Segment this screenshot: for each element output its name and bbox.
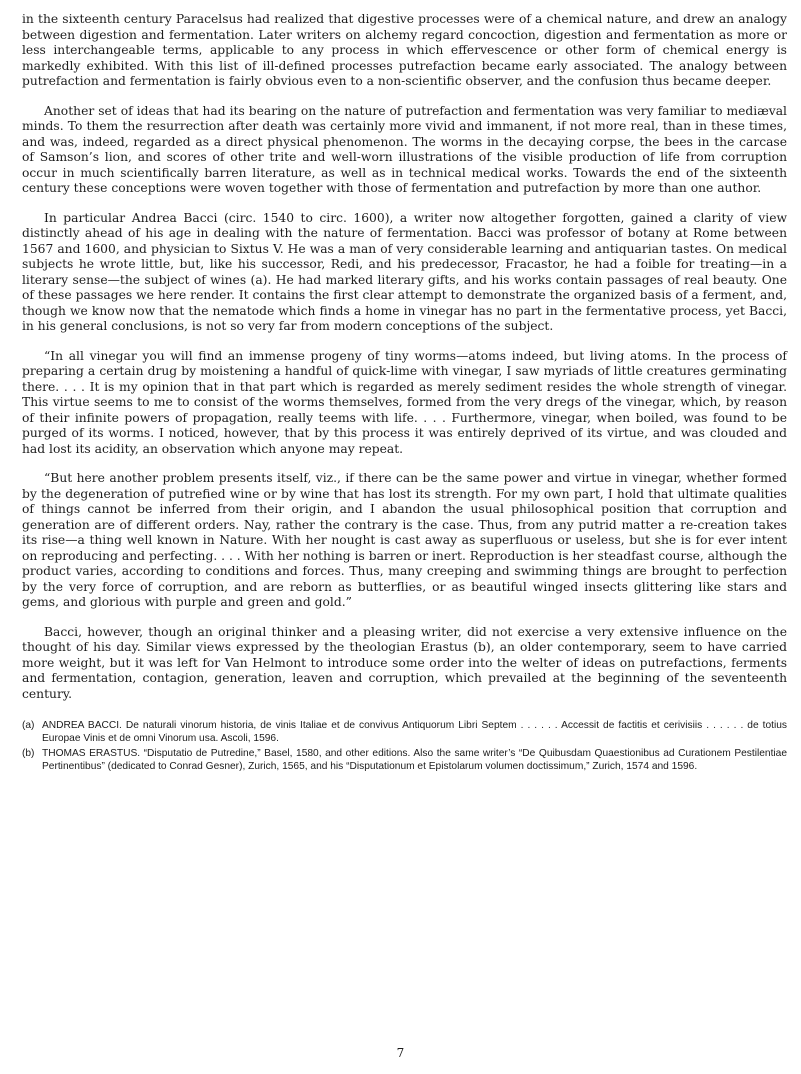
paragraph-1: in the sixteenth century Paracelsus had realized that digestive processes were of a chemical nature, and drew an analogy between digestion and fermentation. Later writers on alchemy regard concoction, digestion and fermentation as more or less interchangeable terms, applicable to any process in which effervescence or other form of chemical energy is markedly exhibited. With this list of ill-defined processes putrefaction became early associated. The analogy between putrefaction and fermentation is fairly obvious even to a non-scientific observer, and the confusion thus became deeper. xyxy=(22,12,787,88)
paragraph-6: Bacci, however, though an original thinker and a pleasing writer, did not exercise a very extensive influence on the thought of his day. Similar views expressed by the theologian Erastus (b), an older contemporary, seem to have carried more weight, but it was left for Van Helmont to introduce some order into the welter of ideas on putrefactions, ferments and fermentation, contagion, generation, leaven and corruption, which prevailed at the beginning of the seventeenth century. xyxy=(22,624,787,701)
paragraph-3: In particular Andrea Bacci (circ. 1540 to circ. 1600), a writer now altogether forgotten, gained a clarity of view distinctly ahead of his age in dealing with the nature of fermentation. Bacci was professor of botany at Rome between 1567 and 1600, and physician to Sixtus V. He was a man of very considerable learning and antiquarian tastes. On medical subjects he wrote little, but, like his successor, Redi, and his predecessor, Fracastor, he had a foible for treating—in a literary sense—the subject of wines (a). He had marked literary gifts, and his works contain passages of real beauty. One of these passages we here render. It contains the first clear attempt to demonstrate the organized basis of a ferment, and, though we know now that the nematode which finds a home in vinegar has no part in the fermentative process, yet Bacci, in his general conclusions, is not so very far from modern conceptions of the subject. xyxy=(22,210,787,333)
footnote-text: ANDREA BACCI. De naturali vinorum historia, de vinis Italiae et de convivus Antiquorum Libri Septem . . . . . . Accessit de factitis et cerivisiis . . . . . . de totius Europae Vinis et de omni Vinorum usa. Ascoli, 1596. xyxy=(42,720,787,744)
paragraph-2: Another set of ideas that had its bearing on the nature of putrefaction and fermentation was very familiar to mediæval minds. To them the resurrection after death was certainly more vivid and immanent, if not more real, than in these times, and was, indeed, regarded as a direct physical phenomenon. The worms in the decaying corpse, the bees in the carcase of Samson’s lion, and scores of other trite and well-worn illustrations of the visible production of life from corruption occur in much scientifically barren literature, as well as in technical medical works. Towards the end of the sixteenth century these conceptions were woven together with those of fermentation and putrefaction by more than one author. xyxy=(22,103,787,195)
footnote-marker: (a) xyxy=(22,720,35,731)
footnote-a xyxy=(22,720,787,745)
paragraph-5: “But here another problem presents itself, viz., if there can be the same power and virtue in vinegar, whether formed by the degeneration of putrefied wine or by wine that has lost its strength. For my own part, I hold that ultimate qualities of things cannot be inferred from their origin, and I abandon the usual philosophical position that corruption and generation are of different orders. Nay, rather the contrary is the case. Thus, from any putrid matter a re-creation takes its rise—a thing well known in Nature. With her nought is cast away as superfluous or useless, but she is for ever intent on reproducing and perfecting. . . . With her nothing is barren or inert. Reproduction is her steadfast course, although the product varies, according to conditions and forces. Thus, many creeping and swimming things are brought to perfection by the very force of corruption, and are reborn as butterflies, or as beautiful winged insects glittering like stars and gems, and glorious with purple and green and gold.” xyxy=(22,471,787,609)
footnotes xyxy=(22,720,787,773)
footnote-b xyxy=(22,748,787,773)
page-number: 7 xyxy=(396,1046,405,1060)
footnote-marker: (b) xyxy=(22,748,35,760)
paragraph-4: “In all vinegar you will find an immense progeny of tiny worms—atoms indeed, but living atoms. In the process of preparing a certain drug by moistening a handful of quick-lime with vinegar, I saw myriads of little creatures germinating there. . . . It is my opinion that in that part which is regarded as merely sediment resides the whole strength of vinegar. This virtue seems to me to consist of the worms themselves, formed from the very dregs of the vinegar, which, by reason of their infinite powers of propagation, really teems with life. . . . Furthermore, vinegar, when boiled, was found to be purged of its worms. I noticed, however, that by this process it was entirely deprived of its virtue, and was clouded and had lost its acidity, an observation which anyone may repeat. xyxy=(22,348,787,456)
document-page xyxy=(22,12,787,776)
footnote-text: THOMAS ERASTUS. “Disputatio de Putredine,” Basel, 1580, and other editions. Also the same writer’s “De Quibusdam Quaestionibus ad Curationem Pestilentiae Pertinentibus” (dedicated to Conrad Gesner), Zurich, 1565, and his “Disputationum et Epistolarum volumen doctissimum,” Zurich, 1574 and 1596. xyxy=(42,748,787,772)
